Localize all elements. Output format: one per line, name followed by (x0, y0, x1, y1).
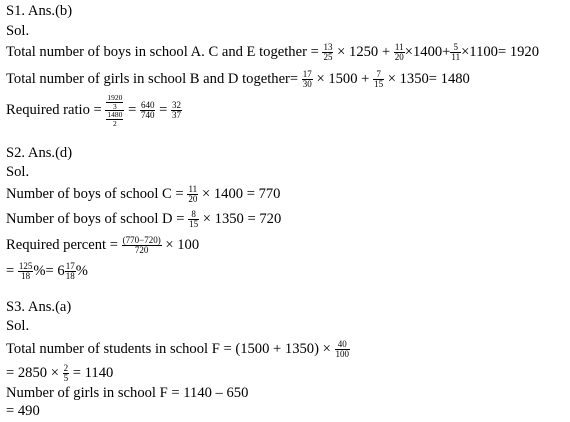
s1-boys-label: Total number of boys in school A. C and E together = (6, 43, 319, 60)
s2-percent-line: Required percent = $\frac{(770-720)}{720}$ × 100 (6, 235, 200, 255)
s1-boys-line: Total number of boys in school A. C and E together = $\frac{13}{25}$ × 1250 + $\frac{11}{20}$ ×1400+ $\frac{5}{11}$ ×1100= 1920 (6, 42, 540, 62)
s3-girls-line: Number of girls in school F = 1140 – 650 (6, 385, 249, 401)
fraction: $\frac{11}{20}$ (188, 184, 198, 204)
fraction: $\frac{32}{37}$ (172, 100, 182, 120)
fraction: $\frac{125}{18}$ (18, 261, 33, 281)
s3-heading: S3. Ans.(a) (6, 299, 72, 315)
s1-girls-label: Total number of girls in school B and D together= (6, 70, 299, 87)
complex-fraction: $\frac{\frac{1920}{3}}{\frac{1480}{2}}$ (107, 93, 123, 128)
fraction: $\frac{5}{11}$ (451, 42, 461, 62)
s2-result-line: = $\frac{125}{18}$ %= 6 $\frac{17}{18}$ % (6, 261, 88, 281)
s1-ratio-line: Required ratio = $\frac{\frac{1920}{3}}{\frac{1480}{2}}$ = $\frac{640}{740}$ = $\frac{32}{37}$ (6, 93, 182, 128)
s1-ratio-label: Required ratio = (6, 101, 102, 118)
s2-d-line: Number of boys of school D = $\frac{8}{15}$ × 1350 = 720 (6, 209, 282, 229)
s3-sol: Sol. (6, 318, 30, 334)
fraction: $\frac{17}{30}$ (302, 69, 312, 89)
s3-result: = 490 (6, 403, 40, 419)
fraction: $\frac{17}{18}$ (65, 261, 75, 281)
fraction: $\frac{7}{15}$ (374, 69, 384, 89)
s1-sol: Sol. (6, 23, 30, 39)
fraction: $\frac{13}{25}$ (323, 42, 333, 62)
fraction: $\frac{2}{5}$ (63, 363, 69, 383)
s2-heading: S2. Ans.(d) (6, 145, 73, 161)
s2-sol: Sol. (6, 164, 30, 180)
s3-line2: = 2850 × $\frac{2}{5}$ = 1140 (6, 363, 114, 383)
fraction: $\frac{640}{740}$ (140, 100, 155, 120)
s2-c-line: Number of boys of school C = $\frac{11}{20}$ × 1400 = 770 (6, 184, 281, 204)
fraction: $\frac{11}{20}$ (394, 42, 404, 62)
fraction: $\frac{8}{15}$ (189, 209, 199, 229)
s1-heading: S1. Ans.(b) (6, 3, 73, 19)
s3-total-line: Total number of students in school F = (1500 + 1350) × $\frac{40}{100}$ (6, 339, 349, 359)
fraction: $\frac{(770-720)}{720}$ (122, 235, 161, 255)
fraction: $\frac{40}{100}$ (335, 339, 349, 359)
s1-girls-line: Total number of girls in school B and D together= $\frac{17}{30}$ × 1500 + $\frac{7}{15}$ × 1350= 1480 (6, 69, 470, 89)
